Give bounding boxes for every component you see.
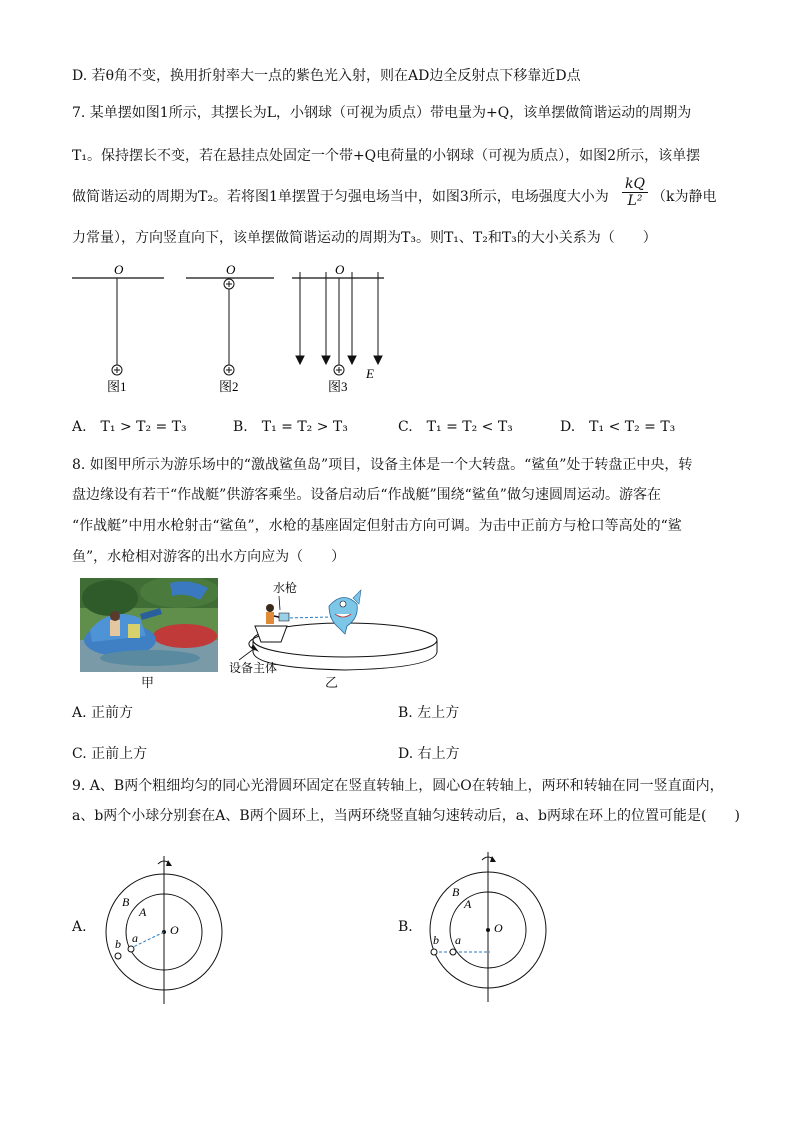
q8-option-a[interactable]: A. 正前方 (72, 705, 134, 721)
field-e-label: E (366, 366, 374, 381)
ring-b-label: B (452, 885, 460, 899)
q7-option-c[interactable]: C. T₁ = T₂ < T₃ (398, 419, 513, 435)
ball-a-label: a (455, 933, 461, 947)
q9-stem-line2: a、b两个小球分别套在A、B两个圆环上，当两环绕竖直轴匀速转动后，a、b两球在环上的位置可能是( ) (72, 808, 740, 824)
ring-b-label: B (122, 895, 130, 909)
q9-stem-line1: 9. A、B两个粗细均匀的同心光滑圆环固定在竖直转轴上，圆心O在转轴上，两环和转轴在同一竖直面内， (72, 778, 724, 794)
photo-illustration (80, 578, 218, 672)
q9-figure-a (100, 848, 240, 1008)
q7-stem-line2: T₁。保持摆长不变，若在悬挂点处固定一个带+Q电荷量的小钢球（可视为质点），如图2所示，该单摆 (72, 148, 701, 164)
q6-option-d: D. 若θ角不变，换用折射率大一点的紫色光入射，则在AD边全反射点下移靠近D点 (72, 68, 581, 84)
q7-fraction-denominator: L² (627, 193, 643, 209)
q9-figure-b (424, 846, 564, 1006)
figure-3-caption: 图3 (328, 379, 348, 394)
device-body-label: 设备主体 (229, 661, 278, 675)
figure-2-pendulum (186, 262, 274, 394)
q8-option-b[interactable]: B. 左上方 (398, 705, 460, 721)
q8-stem-line4: 鱼”，水枪相对游客的出水方向应为（ ） (72, 549, 346, 565)
center-o-label: O (494, 921, 503, 935)
q9-option-b[interactable]: B. (398, 919, 413, 935)
figure-jia-caption: 甲 (141, 676, 155, 691)
q7-stem-line3b: （k为静电 (652, 189, 717, 205)
point-o-label: O (114, 262, 124, 277)
amusement-ride-photo (80, 578, 218, 672)
point-o-label: O (226, 262, 236, 277)
figure-2-caption: 图2 (219, 379, 239, 394)
water-gun-label: 水枪 (273, 581, 298, 595)
q7-stem-line3a: 做简谐运动的周期为T₂。若将图1单摆置于匀强电场当中，如图3所示，电场强度大小为 (72, 189, 609, 205)
q7-fraction (622, 176, 648, 209)
q7-option-d[interactable]: D. T₁ < T₂ = T₃ (560, 419, 676, 435)
q7-figures (60, 258, 400, 408)
ball-b-label: b (433, 933, 439, 947)
figure-3-pendulum-in-field (292, 262, 384, 394)
q8-stem-line3: “作战艇”中用水枪射击“鲨鱼”，水枪的基座固定但射击方向可调。为击中正前方与枪口等高处的“鲨 (72, 518, 682, 534)
figure-1-caption: 图1 (107, 379, 127, 394)
q7-stem-line1: 7. 某单摆如图1所示，其摆长为L，小钢球（可视为质点）带电量为+Q，该单摆做简谐运动的周期为 (72, 105, 692, 121)
ball-a-label: a (132, 931, 138, 945)
figure-1-pendulum (72, 262, 164, 394)
center-o-label: O (170, 923, 179, 937)
q9-option-a[interactable]: A. (72, 919, 87, 935)
figure-yi-caption: 乙 (325, 676, 339, 691)
q7-option-b[interactable]: B. T₁ = T₂ > T₃ (233, 419, 348, 435)
ring-a-label: A (464, 897, 472, 911)
q8-stem-line2: 盘边缘设有若干“作战艇”供游客乘坐。设备启动后“作战艇”围绕“鲨鱼”做匀速圆周运动。游客在 (72, 487, 661, 503)
q8-option-d[interactable]: D. 右上方 (398, 746, 460, 762)
q7-fraction-numerator: kQ (622, 176, 648, 193)
q7-stem-line4: 力常量），方向竖直向下，该单摆做简谐运动的周期为T₃。则T₁、T₂和T₃的大小关系为（ ） (72, 230, 657, 246)
ball-b-label: b (115, 937, 121, 951)
q7-option-a[interactable]: A. T₁ > T₂ = T₃ (72, 419, 187, 435)
point-o-label: O (335, 262, 345, 277)
q8-stem-line1: 8. 如图甲所示为游乐场中的“激战鲨鱼岛”项目，设备主体是一个大转盘。“鲨鱼”处于转盘正中央，转 (72, 457, 693, 473)
ring-a-label: A (139, 905, 147, 919)
rotating-disk-diagram (225, 576, 440, 688)
q8-option-c[interactable]: C. 正前上方 (72, 746, 148, 762)
